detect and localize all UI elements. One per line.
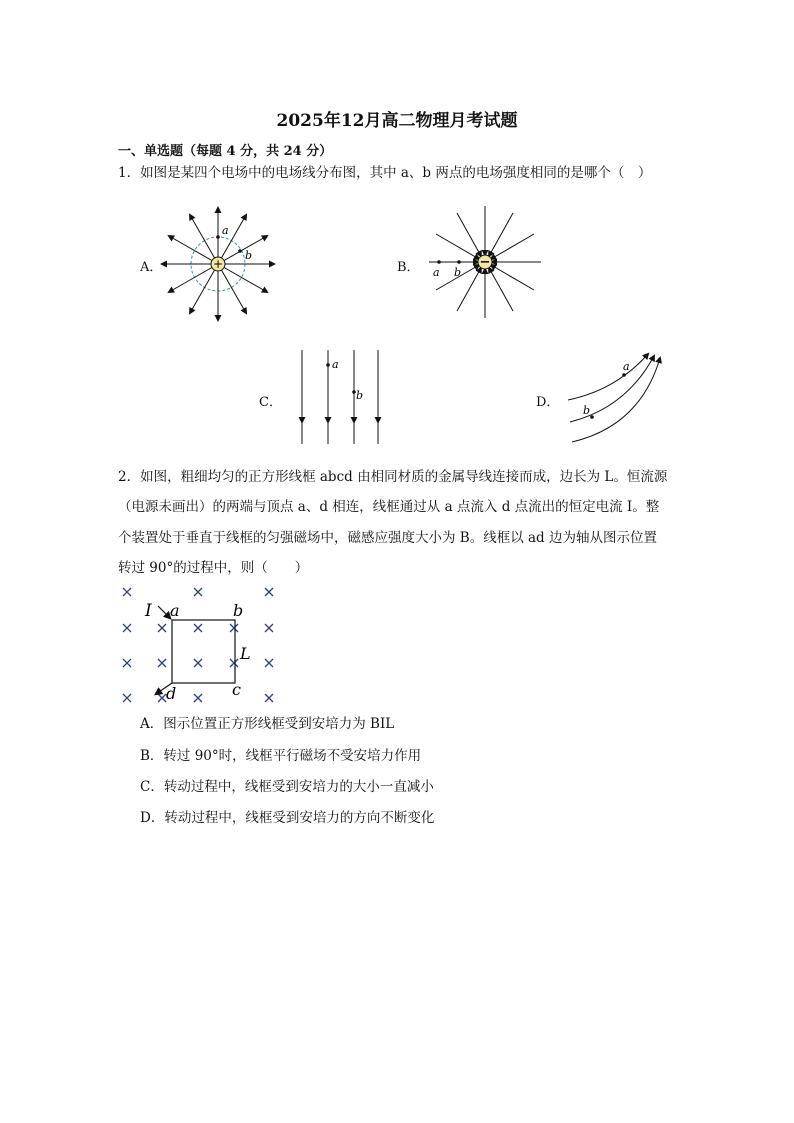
current-in-arrow xyxy=(158,606,170,618)
label-b: b xyxy=(583,404,591,417)
point-b xyxy=(238,249,242,253)
q1-figure-c xyxy=(290,348,390,448)
q2-figure xyxy=(114,584,289,709)
square-frame xyxy=(172,620,235,683)
q2-option-c: C．转动过程中，线框受到安培力的大小一直减小 xyxy=(140,779,434,795)
current-label: I xyxy=(145,601,152,621)
label-b: b xyxy=(245,249,253,262)
label-b: b xyxy=(454,266,462,279)
q2-line-2: （电源未画出）的两端与顶点 a、d 相连，线框通过从 a 点流入 d 点流出的恒定电流 I。整 xyxy=(118,499,660,515)
label-a: a xyxy=(222,224,229,237)
point-a xyxy=(622,373,626,377)
q1-stem: 1．如图是某四个电场中的电场线分布图，其中 a、b 两点的电场强度相同的是哪个（ ） xyxy=(118,165,652,181)
q1-label-b: B． xyxy=(397,260,420,275)
vertex-c-label: c xyxy=(232,680,241,699)
q1-figure-d xyxy=(566,350,676,446)
field-lines-d xyxy=(568,354,660,442)
vertex-b-label: b xyxy=(233,601,244,620)
label-a: a xyxy=(332,358,339,371)
point-a xyxy=(216,235,220,239)
q1-figure-b xyxy=(427,204,545,322)
vertex-d-label: d xyxy=(166,684,177,703)
q2-option-b: B．转过 90°时，线框平行磁场不受安培力作用 xyxy=(140,748,422,764)
point-b xyxy=(590,415,594,419)
point-a xyxy=(437,260,441,264)
q2-option-a: A．图示位置正方形线框受到安培力为 BIL xyxy=(140,716,395,732)
side-length-label: L xyxy=(240,644,251,663)
field-lines-c xyxy=(302,350,378,444)
vertex-a-label: a xyxy=(170,601,180,620)
q1-label-a: A． xyxy=(140,260,163,275)
q1-label-d: D． xyxy=(536,395,560,410)
page-title: 2025年12月高二物理月考试题 xyxy=(276,111,518,131)
q2-line-3: 个装置处于垂直于线框的匀强磁场中，磁感应强度大小为 B。线框以 ad 边为轴从图示位置 xyxy=(118,530,657,546)
point-a xyxy=(326,363,330,367)
label-b: b xyxy=(356,389,364,402)
q2-line-4: 转过 90°的过程中，则（ ） xyxy=(118,560,309,576)
q1-label-c: C． xyxy=(259,395,282,410)
point-b xyxy=(457,260,461,264)
q1-figure-a xyxy=(160,206,280,326)
q2-option-d: D．转动过程中，线框受到安培力的方向不断变化 xyxy=(140,810,435,826)
section-heading: 一、单选题（每题 4 分，共 24 分） xyxy=(118,144,333,159)
label-a: a xyxy=(433,266,440,279)
label-a: a xyxy=(623,360,630,373)
q2-line-1: 2．如图，粗细均匀的正方形线框 abcd 由相同材质的金属导线连接而成，边长为 L。恒流源 xyxy=(118,469,668,485)
minus-sign: − xyxy=(479,255,491,270)
plus-sign: + xyxy=(212,257,224,271)
